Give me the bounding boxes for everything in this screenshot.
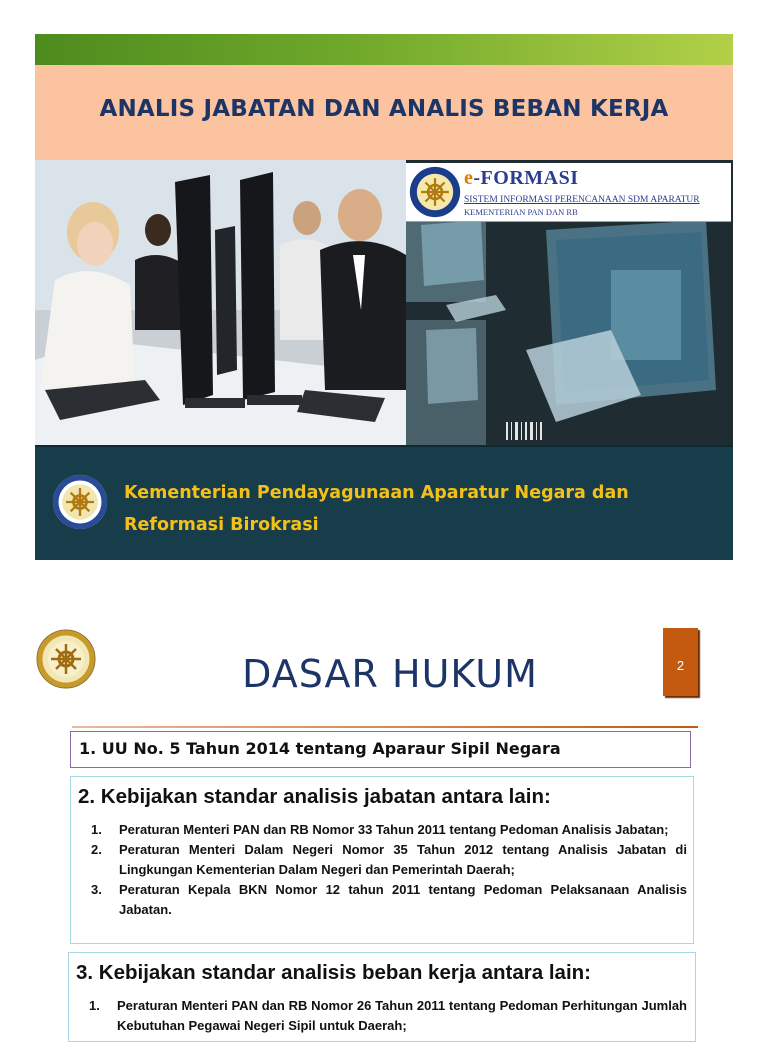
eformasi-banner xyxy=(406,163,731,222)
list-item-number: 2. xyxy=(91,842,102,857)
workload-heading: 3. Kebijakan standar analisis beban kerja antara lain: xyxy=(76,961,591,984)
list-item-number: 1. xyxy=(91,822,102,837)
slide-title: ANALIS JABATAN DAN ANALIS BEBAN KERJA xyxy=(99,96,669,122)
office-workers-photo xyxy=(35,160,406,445)
workload-list xyxy=(87,996,687,1036)
eformasi-subtitle: SISTEM INFORMASI PERENCANAAN SDM APARATUR xyxy=(464,195,700,205)
list-item-number: 3. xyxy=(91,882,102,897)
list-item-text: Peraturan Kepala BKN Nomor 12 tahun 2011 tentang Pedoman Pelaksanaan Analisis Jabatan. xyxy=(119,882,687,917)
eformasi-title xyxy=(464,167,579,190)
law-item-text: 1. UU No. 5 Tahun 2014 tentang Aparaur Sipil Negara xyxy=(79,739,561,758)
ministry-name xyxy=(124,477,714,541)
law-item-box xyxy=(70,731,691,768)
job-analysis-heading: 2. Kebijakan standar analisis jabatan antara lain: xyxy=(78,785,551,808)
eformasi-e-letter: e xyxy=(464,167,474,189)
list-item-text: Peraturan Menteri PAN dan RB Nomor 26 Tahun 2011 tentang Pedoman Perhitungan Jumlah Kebutuhan Pegawai Negeri Sipil untuk Daerah; xyxy=(117,998,687,1033)
title-divider xyxy=(72,726,698,728)
list-item-number: 1. xyxy=(89,998,100,1013)
eformasi-photo xyxy=(406,160,733,445)
kemenpan-logo-icon xyxy=(36,625,96,693)
job-analysis-policy-box xyxy=(70,776,694,944)
ministry-name-line2: Reformasi Birokrasi xyxy=(124,515,319,535)
list-item xyxy=(89,880,687,920)
list-item xyxy=(89,820,687,840)
eformasi-ministry: KEMENTERIAN PAN DAN RB xyxy=(464,207,578,217)
green-accent-bar xyxy=(35,34,733,65)
kemenpan-emblem-icon xyxy=(409,166,461,218)
office-workers-illustration xyxy=(35,160,406,445)
title-slide xyxy=(35,34,733,558)
list-item-text: Peraturan Menteri Dalam Negeri Nomor 35 Tahun 2012 tentang Analisis Jabatan di Lingkungan Kementerian Dalam Negeri dan Pemerintah Daerah; xyxy=(119,842,687,877)
job-analysis-list xyxy=(89,820,687,920)
page-number-badge: 2 xyxy=(663,628,698,696)
slide-title-dasar-hukum: DASAR HUKUM xyxy=(242,652,538,696)
list-item xyxy=(87,996,687,1036)
ministry-footer xyxy=(35,445,733,560)
list-item-text: Peraturan Menteri PAN dan RB Nomor 33 Tahun 2011 tentang Pedoman Analisis Jabatan; xyxy=(119,822,669,837)
eformasi-title-rest: -FORMASI xyxy=(473,167,579,189)
list-item xyxy=(89,840,687,880)
ministry-name-line1: Kementerian Pendayagunaan Aparatur Negara dan xyxy=(124,483,629,503)
workload-policy-box xyxy=(68,952,696,1042)
kemenpan-emblem-icon xyxy=(52,474,108,530)
